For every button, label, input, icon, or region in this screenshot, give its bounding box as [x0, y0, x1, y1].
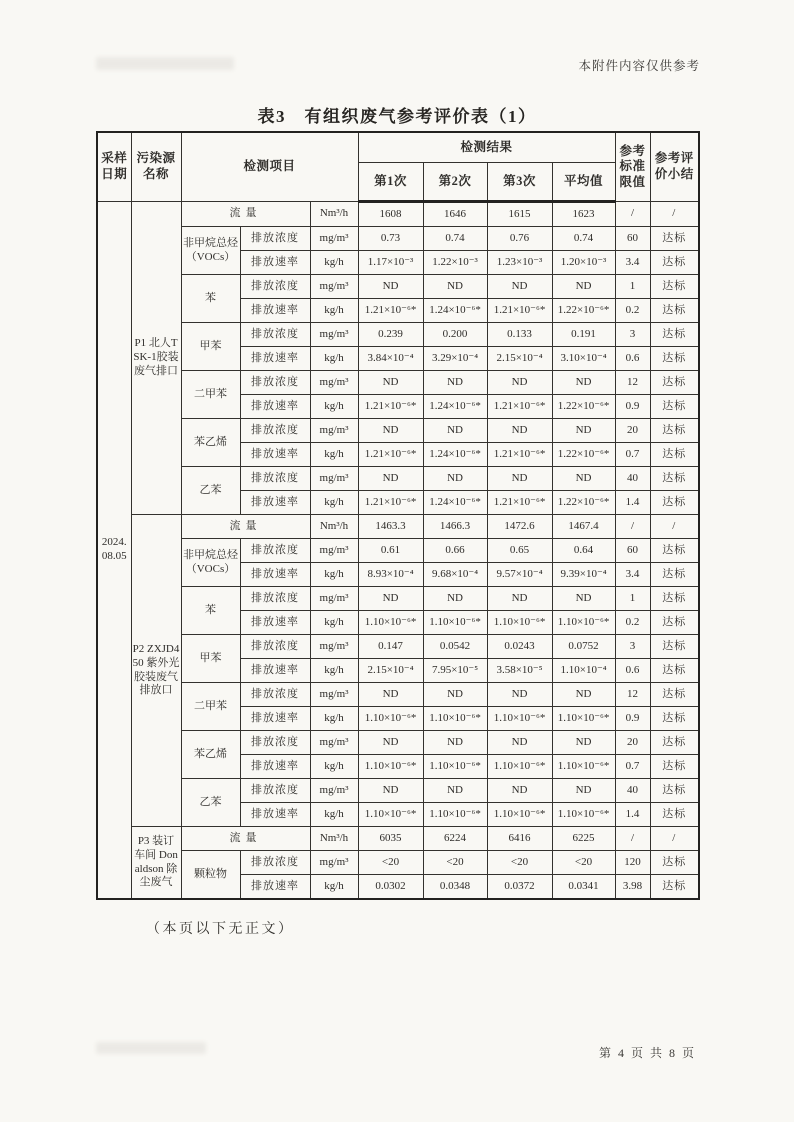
unit-cell: Nm³/h: [310, 515, 358, 539]
value-cell-run3: 1.10×10⁻⁶*: [487, 755, 552, 779]
parameter-cell: 排放速率: [240, 563, 310, 587]
unit-cell: kg/h: [310, 803, 358, 827]
result-cell: 达标: [650, 347, 699, 371]
value-cell-run3: 1472.6: [487, 515, 552, 539]
result-cell: 达标: [650, 587, 699, 611]
limit-cell: 3.4: [615, 563, 650, 587]
value-cell-run3: ND: [487, 371, 552, 395]
value-cell-run1: 2.15×10⁻⁴: [358, 659, 423, 683]
unit-cell: kg/h: [310, 443, 358, 467]
unit-cell: mg/m³: [310, 275, 358, 299]
value-cell-run1: 8.93×10⁻⁴: [358, 563, 423, 587]
parameter-cell: 排放浓度: [240, 275, 310, 299]
result-cell: /: [650, 202, 699, 227]
result-cell: 达标: [650, 635, 699, 659]
value-cell-run3: ND: [487, 467, 552, 491]
header-test-item: 检测项目: [181, 132, 358, 202]
value-cell-run1: ND: [358, 419, 423, 443]
value-cell-run2: 0.66: [423, 539, 487, 563]
bleedthrough-artifact-bottom: [96, 1042, 206, 1054]
unit-cell: kg/h: [310, 707, 358, 731]
value-cell-run2: ND: [423, 731, 487, 755]
value-cell-run1: ND: [358, 275, 423, 299]
unit-cell: kg/h: [310, 395, 358, 419]
limit-cell: 60: [615, 539, 650, 563]
value-cell-run1: 0.61: [358, 539, 423, 563]
table-header: [97, 132, 699, 202]
value-cell-run3: ND: [487, 779, 552, 803]
table-row: [97, 539, 699, 563]
parameter-cell: 排放浓度: [240, 467, 310, 491]
value-cell-run4: ND: [552, 371, 615, 395]
unit-cell: kg/h: [310, 251, 358, 275]
value-cell-run2: ND: [423, 779, 487, 803]
value-cell-run4: ND: [552, 683, 615, 707]
table-row: [97, 515, 699, 539]
unit-cell: mg/m³: [310, 467, 358, 491]
value-cell-run1: 1.10×10⁻⁶*: [358, 755, 423, 779]
value-cell-run1: ND: [358, 467, 423, 491]
limit-cell: 60: [615, 227, 650, 251]
value-cell-run2: 1646: [423, 202, 487, 227]
pollutant-cell: 乙苯: [181, 467, 240, 515]
result-cell: 达标: [650, 563, 699, 587]
value-cell-run4: 1.20×10⁻³: [552, 251, 615, 275]
unit-cell: kg/h: [310, 299, 358, 323]
limit-cell: 1.4: [615, 803, 650, 827]
value-cell-run2: 0.0542: [423, 635, 487, 659]
parameter-cell: 排放浓度: [240, 731, 310, 755]
value-cell-run2: 1.24×10⁻⁶*: [423, 299, 487, 323]
value-cell-run4: 1.22×10⁻⁶*: [552, 491, 615, 515]
value-cell-run4: 1.10×10⁻⁶*: [552, 611, 615, 635]
parameter-cell: 排放速率: [240, 755, 310, 779]
value-cell-run3: 1.10×10⁻⁶*: [487, 611, 552, 635]
table-row: [97, 467, 699, 491]
value-cell-run4: ND: [552, 779, 615, 803]
limit-cell: 0.7: [615, 443, 650, 467]
table-row: [97, 371, 699, 395]
pollutant-cell: 二甲苯: [181, 683, 240, 731]
parameter-cell: 排放浓度: [240, 371, 310, 395]
table-body: [97, 202, 699, 900]
table-row: [97, 851, 699, 875]
value-cell-run1: 0.0302: [358, 875, 423, 900]
value-cell-run1: 1.21×10⁻⁶*: [358, 443, 423, 467]
pollutant-cell: 乙苯: [181, 779, 240, 827]
limit-cell: 0.2: [615, 299, 650, 323]
limit-cell: 0.7: [615, 755, 650, 779]
value-cell-run4: ND: [552, 419, 615, 443]
value-cell-run3: 1.21×10⁻⁶*: [487, 443, 552, 467]
parameter-cell: 排放速率: [240, 875, 310, 900]
value-cell-run1: 3.84×10⁻⁴: [358, 347, 423, 371]
limit-cell: 40: [615, 779, 650, 803]
result-cell: /: [650, 515, 699, 539]
value-cell-run3: 1.21×10⁻⁶*: [487, 395, 552, 419]
header-source-name: 污染源名称: [131, 132, 181, 202]
result-cell: 达标: [650, 851, 699, 875]
header-average: 平均值: [552, 163, 615, 202]
flow-label-cell: 流量: [181, 827, 310, 851]
value-cell-run3: 1.10×10⁻⁶*: [487, 803, 552, 827]
pollutant-cell: 苯乙烯: [181, 419, 240, 467]
value-cell-run3: 0.0372: [487, 875, 552, 900]
result-cell: 达标: [650, 803, 699, 827]
unit-cell: mg/m³: [310, 539, 358, 563]
value-cell-run2: ND: [423, 275, 487, 299]
value-cell-run3: ND: [487, 587, 552, 611]
value-cell-run4: 0.191: [552, 323, 615, 347]
table-title: 表3 有组织废气参考评价表（1）: [257, 107, 537, 126]
value-cell-run1: 1.21×10⁻⁶*: [358, 395, 423, 419]
value-cell-run1: ND: [358, 371, 423, 395]
value-cell-run4: <20: [552, 851, 615, 875]
value-cell-run2: <20: [423, 851, 487, 875]
unit-cell: mg/m³: [310, 851, 358, 875]
value-cell-run2: ND: [423, 419, 487, 443]
result-cell: 达标: [650, 419, 699, 443]
value-cell-run2: 1.24×10⁻⁶*: [423, 491, 487, 515]
limit-cell: 0.6: [615, 347, 650, 371]
value-cell-run2: ND: [423, 467, 487, 491]
table-row: [97, 587, 699, 611]
table-row: [97, 731, 699, 755]
value-cell-run1: 1.21×10⁻⁶*: [358, 491, 423, 515]
value-cell-run2: 1.22×10⁻³: [423, 251, 487, 275]
value-cell-run1: ND: [358, 587, 423, 611]
value-cell-run1: 0.73: [358, 227, 423, 251]
limit-cell: 40: [615, 467, 650, 491]
value-cell-run1: ND: [358, 731, 423, 755]
value-cell-run2: 1.10×10⁻⁶*: [423, 707, 487, 731]
table-row: [97, 275, 699, 299]
result-cell: 达标: [650, 371, 699, 395]
value-cell-run4: 0.0752: [552, 635, 615, 659]
pollutant-cell: 甲苯: [181, 323, 240, 371]
header-row-1: [97, 132, 699, 163]
header-run3: 第3次: [487, 163, 552, 202]
value-cell-run3: ND: [487, 731, 552, 755]
value-cell-run1: 1.10×10⁻⁶*: [358, 611, 423, 635]
result-cell: 达标: [650, 491, 699, 515]
value-cell-run4: 9.39×10⁻⁴: [552, 563, 615, 587]
header-run2: 第2次: [423, 163, 487, 202]
result-cell: 达标: [650, 323, 699, 347]
header-test-result: 检测结果: [358, 132, 615, 163]
parameter-cell: 排放浓度: [240, 419, 310, 443]
table-row: [97, 635, 699, 659]
value-cell-run2: 1.10×10⁻⁶*: [423, 755, 487, 779]
value-cell-run2: 3.29×10⁻⁴: [423, 347, 487, 371]
limit-cell: 120: [615, 851, 650, 875]
value-cell-run4: 1.10×10⁻⁴: [552, 659, 615, 683]
parameter-cell: 排放速率: [240, 659, 310, 683]
value-cell-run2: 6224: [423, 827, 487, 851]
value-cell-run3: 9.57×10⁻⁴: [487, 563, 552, 587]
pollutant-cell: 非甲烷总烃（VOCs）: [181, 227, 240, 275]
unit-cell: kg/h: [310, 875, 358, 900]
result-cell: 达标: [650, 443, 699, 467]
value-cell-run3: 0.0243: [487, 635, 552, 659]
value-cell-run3: 1.21×10⁻⁶*: [487, 299, 552, 323]
unit-cell: mg/m³: [310, 419, 358, 443]
source-name-cell: P1 北人TSK-1胶装废气排口: [131, 202, 181, 515]
bleedthrough-artifact-top: [96, 57, 234, 70]
value-cell-run4: ND: [552, 731, 615, 755]
source-name-cell: P3 装订车间 Donaldson 除尘废气: [131, 827, 181, 900]
parameter-cell: 排放浓度: [240, 323, 310, 347]
value-cell-run2: 1466.3: [423, 515, 487, 539]
table-row: [97, 227, 699, 251]
unit-cell: mg/m³: [310, 587, 358, 611]
limit-cell: 20: [615, 731, 650, 755]
value-cell-run1: 1.10×10⁻⁶*: [358, 707, 423, 731]
table-row: [97, 779, 699, 803]
value-cell-run4: 0.0341: [552, 875, 615, 900]
parameter-cell: 排放速率: [240, 707, 310, 731]
table-row: [97, 419, 699, 443]
result-cell: 达标: [650, 683, 699, 707]
value-cell-run1: 1.17×10⁻³: [358, 251, 423, 275]
result-cell: 达标: [650, 875, 699, 900]
header-sample-date: 采样日期: [97, 132, 131, 202]
result-cell: 达标: [650, 731, 699, 755]
value-cell-run4: ND: [552, 275, 615, 299]
pollutant-cell: 苯: [181, 275, 240, 323]
evaluation-table: [96, 131, 700, 900]
limit-cell: /: [615, 827, 650, 851]
result-cell: 达标: [650, 659, 699, 683]
result-cell: 达标: [650, 467, 699, 491]
value-cell-run4: 0.74: [552, 227, 615, 251]
source-name-cell: P2 ZXJD450 紫外光胶装废气排放口: [131, 515, 181, 827]
table-row: [97, 683, 699, 707]
value-cell-run3: 3.58×10⁻⁵: [487, 659, 552, 683]
unit-cell: kg/h: [310, 491, 358, 515]
limit-cell: 0.6: [615, 659, 650, 683]
unit-cell: kg/h: [310, 347, 358, 371]
unit-cell: mg/m³: [310, 779, 358, 803]
unit-cell: kg/h: [310, 563, 358, 587]
value-cell-run1: 1.10×10⁻⁶*: [358, 803, 423, 827]
limit-cell: /: [615, 202, 650, 227]
parameter-cell: 排放浓度: [240, 227, 310, 251]
value-cell-run3: 1615: [487, 202, 552, 227]
value-cell-run4: ND: [552, 587, 615, 611]
value-cell-run4: 1.22×10⁻⁶*: [552, 395, 615, 419]
parameter-cell: 排放浓度: [240, 851, 310, 875]
table-row: [97, 827, 699, 851]
value-cell-run2: 1.24×10⁻⁶*: [423, 395, 487, 419]
value-cell-run3: 6416: [487, 827, 552, 851]
parameter-cell: 排放浓度: [240, 779, 310, 803]
limit-cell: 3.98: [615, 875, 650, 900]
header-run1: 第1次: [358, 163, 423, 202]
value-cell-run1: ND: [358, 779, 423, 803]
unit-cell: mg/m³: [310, 227, 358, 251]
parameter-cell: 排放速率: [240, 803, 310, 827]
value-cell-run2: 1.10×10⁻⁶*: [423, 611, 487, 635]
value-cell-run1: 1463.3: [358, 515, 423, 539]
limit-cell: 0.9: [615, 395, 650, 419]
value-cell-run4: 1.22×10⁻⁶*: [552, 443, 615, 467]
value-cell-run1: 0.239: [358, 323, 423, 347]
value-cell-run1: <20: [358, 851, 423, 875]
limit-cell: 3: [615, 323, 650, 347]
unit-cell: mg/m³: [310, 635, 358, 659]
value-cell-run3: ND: [487, 683, 552, 707]
result-cell: /: [650, 827, 699, 851]
value-cell-run1: 1608: [358, 202, 423, 227]
value-cell-run1: 1.21×10⁻⁶*: [358, 299, 423, 323]
value-cell-run3: 0.133: [487, 323, 552, 347]
limit-cell: 1.4: [615, 491, 650, 515]
flow-label-cell: 流量: [181, 202, 310, 227]
result-cell: 达标: [650, 395, 699, 419]
value-cell-run4: 1.22×10⁻⁶*: [552, 299, 615, 323]
limit-cell: 3.4: [615, 251, 650, 275]
parameter-cell: 排放浓度: [240, 539, 310, 563]
value-cell-run4: 1.10×10⁻⁶*: [552, 755, 615, 779]
pollutant-cell: 非甲烷总烃（VOCs）: [181, 539, 240, 587]
value-cell-run4: 1.10×10⁻⁶*: [552, 803, 615, 827]
value-cell-run3: 2.15×10⁻⁴: [487, 347, 552, 371]
value-cell-run3: 0.65: [487, 539, 552, 563]
parameter-cell: 排放浓度: [240, 587, 310, 611]
result-cell: 达标: [650, 299, 699, 323]
parameter-cell: 排放速率: [240, 251, 310, 275]
parameter-cell: 排放速率: [240, 395, 310, 419]
value-cell-run4: 1623: [552, 202, 615, 227]
pollutant-cell: 苯: [181, 587, 240, 635]
table-row: [97, 323, 699, 347]
value-cell-run2: 7.95×10⁻⁵: [423, 659, 487, 683]
value-cell-run3: <20: [487, 851, 552, 875]
value-cell-run1: ND: [358, 683, 423, 707]
unit-cell: mg/m³: [310, 323, 358, 347]
result-cell: 达标: [650, 779, 699, 803]
value-cell-run4: ND: [552, 467, 615, 491]
pollutant-cell: 颗粒物: [181, 851, 240, 900]
limit-cell: 12: [615, 683, 650, 707]
limit-cell: 0.9: [615, 707, 650, 731]
value-cell-run2: 0.200: [423, 323, 487, 347]
value-cell-run4: 0.64: [552, 539, 615, 563]
unit-cell: kg/h: [310, 755, 358, 779]
unit-cell: mg/m³: [310, 731, 358, 755]
parameter-cell: 排放速率: [240, 347, 310, 371]
parameter-cell: 排放速率: [240, 443, 310, 467]
value-cell-run2: ND: [423, 587, 487, 611]
value-cell-run3: 1.10×10⁻⁶*: [487, 707, 552, 731]
result-cell: 达标: [650, 227, 699, 251]
result-cell: 达标: [650, 251, 699, 275]
value-cell-run3: 1.23×10⁻³: [487, 251, 552, 275]
limit-cell: 12: [615, 371, 650, 395]
value-cell-run2: 0.74: [423, 227, 487, 251]
limit-cell: 0.2: [615, 611, 650, 635]
header-limit: 参考标准限值: [615, 132, 650, 202]
value-cell-run4: 3.10×10⁻⁴: [552, 347, 615, 371]
unit-cell: mg/m³: [310, 683, 358, 707]
end-of-text-note: （本页以下无正文）: [146, 922, 295, 937]
value-cell-run3: ND: [487, 275, 552, 299]
table-row: [97, 202, 699, 227]
flow-label-cell: 流量: [181, 515, 310, 539]
result-cell: 达标: [650, 539, 699, 563]
value-cell-run4: 1467.4: [552, 515, 615, 539]
value-cell-run2: ND: [423, 371, 487, 395]
value-cell-run4: 6225: [552, 827, 615, 851]
limit-cell: /: [615, 515, 650, 539]
pollutant-cell: 甲苯: [181, 635, 240, 683]
value-cell-run2: 0.0348: [423, 875, 487, 900]
value-cell-run1: 0.147: [358, 635, 423, 659]
unit-cell: kg/h: [310, 611, 358, 635]
pollutant-cell: 苯乙烯: [181, 731, 240, 779]
parameter-cell: 排放浓度: [240, 635, 310, 659]
value-cell-run2: ND: [423, 683, 487, 707]
header-evaluation: 参考评价小结: [650, 132, 699, 202]
value-cell-run3: ND: [487, 419, 552, 443]
limit-cell: 20: [615, 419, 650, 443]
parameter-cell: 排放速率: [240, 611, 310, 635]
unit-cell: Nm³/h: [310, 202, 358, 227]
limit-cell: 1: [615, 587, 650, 611]
unit-cell: mg/m³: [310, 371, 358, 395]
confidential-note: 本附件内容仅供参考: [578, 59, 700, 73]
limit-cell: 3: [615, 635, 650, 659]
parameter-cell: 排放速率: [240, 491, 310, 515]
page-number: 第 4 页 共 8 页: [598, 1046, 696, 1060]
value-cell-run2: 1.10×10⁻⁶*: [423, 803, 487, 827]
sample-date-cell: 2024. 08.05: [97, 202, 131, 900]
result-cell: 达标: [650, 275, 699, 299]
value-cell-run2: 1.24×10⁻⁶*: [423, 443, 487, 467]
result-cell: 达标: [650, 611, 699, 635]
unit-cell: Nm³/h: [310, 827, 358, 851]
value-cell-run3: 0.76: [487, 227, 552, 251]
value-cell-run4: 1.10×10⁻⁶*: [552, 707, 615, 731]
result-cell: 达标: [650, 707, 699, 731]
value-cell-run1: 6035: [358, 827, 423, 851]
parameter-cell: 排放浓度: [240, 683, 310, 707]
value-cell-run3: 1.21×10⁻⁶*: [487, 491, 552, 515]
value-cell-run2: 9.68×10⁻⁴: [423, 563, 487, 587]
unit-cell: kg/h: [310, 659, 358, 683]
result-cell: 达标: [650, 755, 699, 779]
parameter-cell: 排放速率: [240, 299, 310, 323]
limit-cell: 1: [615, 275, 650, 299]
pollutant-cell: 二甲苯: [181, 371, 240, 419]
